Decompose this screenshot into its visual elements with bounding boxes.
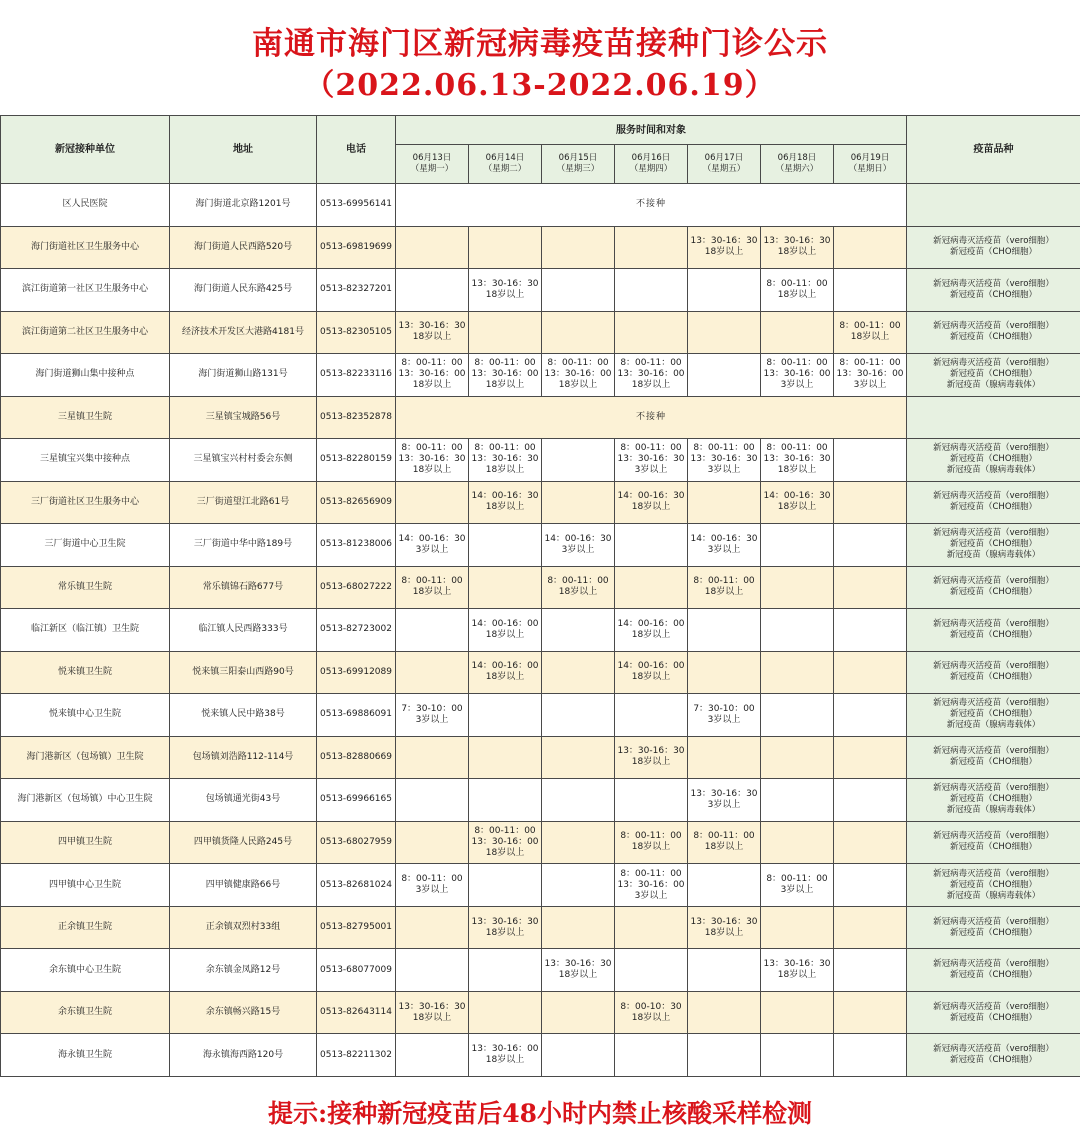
schedule-cell <box>542 269 615 312</box>
schedule-cell <box>396 1034 469 1077</box>
address-cell: 海门街道狮山路131号 <box>170 354 317 397</box>
schedule-cell <box>469 736 542 779</box>
schedule-cell <box>688 736 761 779</box>
schedule-cell <box>542 821 615 864</box>
address-cell: 三厂街道望江北路61号 <box>170 481 317 524</box>
table-row <box>1 906 1080 949</box>
vaccine-cell: 新冠病毒灭活疫苗（vero细胞） 新冠疫苗（CHO细胞） 新冠疫苗（腺病毒载体） <box>907 524 1080 567</box>
phone-cell: 0513-82643114 <box>317 991 396 1034</box>
schedule-cell: 13：30-16：30 18岁以上 <box>469 906 542 949</box>
vaccine-cell <box>907 184 1080 227</box>
schedule-cell: 8：00-11：00 18岁以上 <box>396 566 469 609</box>
schedule-cell <box>396 481 469 524</box>
schedule-cell: 8：00-11：00 13：30-16：30 18岁以上 <box>396 439 469 482</box>
phone-cell: 0513-82305105 <box>317 311 396 354</box>
schedule-cell <box>615 779 688 822</box>
schedule-cell: 14：00-16：30 18岁以上 <box>761 481 834 524</box>
unit-cell: 三厂街道中心卫生院 <box>1 524 170 567</box>
schedule-cell <box>834 226 907 269</box>
address-cell: 三星镇宝城路56号 <box>170 396 317 439</box>
schedule-cell: 7：30-10：00 3岁以上 <box>688 694 761 737</box>
phone-cell: 0513-82211302 <box>317 1034 396 1077</box>
address-cell: 四甲镇健康路66号 <box>170 864 317 907</box>
phone-cell: 0513-69819699 <box>317 226 396 269</box>
schedule-cell <box>542 1034 615 1077</box>
schedule-cell: 8：00-11：00 13：30-16：00 18岁以上 <box>469 821 542 864</box>
schedule-cell <box>761 566 834 609</box>
unit-cell: 四甲镇中心卫生院 <box>1 864 170 907</box>
address-cell: 悦来镇人民中路38号 <box>170 694 317 737</box>
table-row <box>1 1034 1080 1077</box>
header-phone: 电话 <box>317 116 396 184</box>
schedule-cell <box>834 821 907 864</box>
schedule-cell <box>761 524 834 567</box>
address-cell: 常乐镇锦石路677号 <box>170 566 317 609</box>
address-cell: 经济技术开发区大港路4181号 <box>170 311 317 354</box>
phone-cell: 0513-69912089 <box>317 651 396 694</box>
phone-cell: 0513-68027959 <box>317 821 396 864</box>
schedule-cell: 8：00-11：00 13：30-16：00 3岁以上 <box>761 354 834 397</box>
address-cell: 余东镇金凤路12号 <box>170 949 317 992</box>
schedule-cell: 13：30-16：30 18岁以上 <box>396 991 469 1034</box>
schedule-cell: 8：00-11：00 13：30-16：30 3岁以上 <box>615 439 688 482</box>
vaccine-cell: 新冠病毒灭活疫苗（vero细胞） 新冠疫苗（CHO细胞） <box>907 651 1080 694</box>
schedule-cell <box>469 694 542 737</box>
schedule-cell: 8：00-10：30 18岁以上 <box>615 991 688 1034</box>
schedule-cell: 14：00-16：30 3岁以上 <box>688 524 761 567</box>
schedule-cell <box>834 566 907 609</box>
vaccine-cell: 新冠病毒灭活疫苗（vero细胞） 新冠疫苗（CHO细胞） <box>907 481 1080 524</box>
schedule-cell <box>615 949 688 992</box>
schedule-cell <box>469 524 542 567</box>
schedule-cell <box>761 991 834 1034</box>
unit-cell: 海永镇卫生院 <box>1 1034 170 1077</box>
schedule-cell <box>396 949 469 992</box>
schedule-cell <box>542 481 615 524</box>
schedule-cell: 13：30-16：30 18岁以上 <box>469 269 542 312</box>
table-row <box>1 481 1080 524</box>
schedule-cell <box>542 864 615 907</box>
header-vaccine: 疫苗品种 <box>907 116 1080 184</box>
schedule-cell <box>834 864 907 907</box>
schedule-cell <box>834 481 907 524</box>
schedule-cell <box>469 949 542 992</box>
vaccine-cell: 新冠病毒灭活疫苗（vero细胞） 新冠疫苗（CHO细胞） <box>907 269 1080 312</box>
schedule-cell <box>615 566 688 609</box>
schedule-cell: 13：30-16：30 18岁以上 <box>761 949 834 992</box>
unit-cell: 余东镇中心卫生院 <box>1 949 170 992</box>
schedule-cell <box>834 609 907 652</box>
table-row <box>1 311 1080 354</box>
schedule-cell <box>834 524 907 567</box>
address-cell: 包场镇刘浩路112-114号 <box>170 736 317 779</box>
schedule-cell: 8：00-11：00 18岁以上 <box>834 311 907 354</box>
vaccine-cell: 新冠病毒灭活疫苗（vero细胞） 新冠疫苗（CHO细胞） <box>907 906 1080 949</box>
schedule-cell <box>542 779 615 822</box>
schedule-cell: 13：30-16：30 18岁以上 <box>615 736 688 779</box>
schedule-cell <box>688 609 761 652</box>
schedule-cell <box>542 906 615 949</box>
schedule-cell: 8：00-11：00 13：30-16：00 18岁以上 <box>615 354 688 397</box>
address-cell: 余东镇畅兴路15号 <box>170 991 317 1034</box>
table-row <box>1 821 1080 864</box>
schedule-cell <box>761 311 834 354</box>
unit-cell: 区人民医院 <box>1 184 170 227</box>
vaccine-cell: 新冠病毒灭活疫苗（vero细胞） 新冠疫苗（CHO细胞） 新冠疫苗（腺病毒载体） <box>907 439 1080 482</box>
schedule-cell: 14：00-16：00 18岁以上 <box>615 609 688 652</box>
unit-cell: 海门街道社区卫生服务中心 <box>1 226 170 269</box>
schedule-cell: 14：00-16：00 18岁以上 <box>469 651 542 694</box>
schedule-cell: 13：30-16：30 18岁以上 <box>396 311 469 354</box>
unit-cell: 正余镇卫生院 <box>1 906 170 949</box>
schedule-cell <box>542 311 615 354</box>
vaccine-cell: 新冠病毒灭活疫苗（vero细胞） 新冠疫苗（CHO细胞） <box>907 736 1080 779</box>
header-day: 06月17日 （星期五） <box>688 145 761 184</box>
table-row <box>1 609 1080 652</box>
phone-cell: 0513-81238006 <box>317 524 396 567</box>
schedule-cell <box>834 694 907 737</box>
schedule-cell <box>834 949 907 992</box>
schedule-cell: 8：00-11：00 18岁以上 <box>761 269 834 312</box>
schedule-cell <box>542 609 615 652</box>
phone-cell: 0513-82723002 <box>317 609 396 652</box>
header-day: 06月14日 （星期二） <box>469 145 542 184</box>
schedule-cell <box>688 991 761 1034</box>
address-cell: 正余镇双烈村33组 <box>170 906 317 949</box>
table-row <box>1 991 1080 1034</box>
unit-cell: 常乐镇卫生院 <box>1 566 170 609</box>
phone-cell: 0513-82656909 <box>317 481 396 524</box>
vaccine-cell <box>907 396 1080 439</box>
unit-cell: 余东镇卫生院 <box>1 991 170 1034</box>
page-title: 南通市海门区新冠病毒疫苗接种门诊公示 <box>252 26 828 62</box>
schedule-cell: 8：00-11：00 13：30-16：30 18岁以上 <box>761 439 834 482</box>
schedule-cell: 8：00-11：00 3岁以上 <box>396 864 469 907</box>
phone-cell: 0513-69886091 <box>317 694 396 737</box>
header-day: 06月15日 （星期三） <box>542 145 615 184</box>
phone-cell: 0513-69966165 <box>317 779 396 822</box>
vaccine-cell: 新冠病毒灭活疫苗（vero细胞） 新冠疫苗（CHO细胞） <box>907 609 1080 652</box>
schedule-cell <box>761 736 834 779</box>
vaccine-cell: 新冠病毒灭活疫苗（vero细胞） 新冠疫苗（CHO细胞） <box>907 311 1080 354</box>
schedule-cell <box>542 439 615 482</box>
phone-cell: 0513-82880669 <box>317 736 396 779</box>
phone-cell: 0513-82280159 <box>317 439 396 482</box>
schedule-cell <box>834 439 907 482</box>
schedule-cell <box>834 906 907 949</box>
schedule-cell <box>396 779 469 822</box>
vaccine-cell: 新冠病毒灭活疫苗（vero细胞） 新冠疫苗（CHO细胞） <box>907 226 1080 269</box>
table-row <box>1 949 1080 992</box>
schedule-cell <box>688 651 761 694</box>
schedule-cell <box>396 651 469 694</box>
schedule-cell <box>834 1034 907 1077</box>
schedule-cell: 8：00-11：00 18岁以上 <box>688 566 761 609</box>
schedule-cell: 7：30-10：00 3岁以上 <box>396 694 469 737</box>
schedule-cell <box>834 269 907 312</box>
schedule-cell: 8：00-11：00 18岁以上 <box>688 821 761 864</box>
phone-cell: 0513-82681024 <box>317 864 396 907</box>
address-cell: 海门街道北京路1201号 <box>170 184 317 227</box>
header-day: 06月19日 （星期日） <box>834 145 907 184</box>
table-row <box>1 694 1080 737</box>
phone-cell: 0513-68077009 <box>317 949 396 992</box>
schedule-cell <box>834 779 907 822</box>
schedule-cell <box>761 651 834 694</box>
schedule-cell <box>469 311 542 354</box>
table-row <box>1 864 1080 907</box>
schedule-cell <box>615 269 688 312</box>
schedule-cell <box>469 226 542 269</box>
phone-cell: 0513-82352878 <box>317 396 396 439</box>
schedule-cell: 14：00-16：30 3岁以上 <box>542 524 615 567</box>
address-cell: 海门街道人民西路520号 <box>170 226 317 269</box>
schedule-cell <box>469 566 542 609</box>
vaccine-cell: 新冠病毒灭活疫苗（vero细胞） 新冠疫苗（CHO细胞） <box>907 991 1080 1034</box>
schedule-cell <box>542 694 615 737</box>
table-row <box>1 779 1080 822</box>
schedule-cell <box>761 779 834 822</box>
date-range: （2022.06.13-2022.06.19） <box>304 68 776 103</box>
schedule-cell: 14：00-16：30 3岁以上 <box>396 524 469 567</box>
schedule-cell: 8：00-11：00 18岁以上 <box>615 821 688 864</box>
schedule-cell <box>469 991 542 1034</box>
table-row <box>1 396 1080 439</box>
schedule-cell <box>834 991 907 1034</box>
schedule-cell <box>542 736 615 779</box>
address-cell: 海永镇海西路120号 <box>170 1034 317 1077</box>
schedule-cell: 14：00-16：30 18岁以上 <box>469 481 542 524</box>
schedule-cell <box>761 694 834 737</box>
unit-cell: 悦来镇中心卫生院 <box>1 694 170 737</box>
schedule-cell <box>761 1034 834 1077</box>
unit-cell: 四甲镇卫生院 <box>1 821 170 864</box>
schedule-cell <box>688 354 761 397</box>
vaccine-cell: 新冠病毒灭活疫苗（vero细胞） 新冠疫苗（CHO细胞） <box>907 949 1080 992</box>
schedule-cell: 8：00-11：00 13：30-16：00 18岁以上 <box>542 354 615 397</box>
schedule-cell <box>615 906 688 949</box>
schedule-cell <box>542 991 615 1034</box>
address-cell: 三星镇宝兴村村委会东侧 <box>170 439 317 482</box>
schedule-cell <box>761 609 834 652</box>
unit-cell: 滨江街道第一社区卫生服务中心 <box>1 269 170 312</box>
schedule-cell: 8：00-11：00 13：30-16：30 18岁以上 <box>469 439 542 482</box>
table-row <box>1 269 1080 312</box>
unit-cell: 临江新区（临江镇）卫生院 <box>1 609 170 652</box>
vaccine-cell: 新冠病毒灭活疫苗（vero细胞） 新冠疫苗（CHO细胞） <box>907 1034 1080 1077</box>
address-cell: 海门街道人民东路425号 <box>170 269 317 312</box>
schedule-cell <box>396 821 469 864</box>
table-row <box>1 651 1080 694</box>
schedule-cell: 14：00-16：30 18岁以上 <box>615 481 688 524</box>
schedule-cell: 13：30-16：30 18岁以上 <box>542 949 615 992</box>
header-address: 地址 <box>170 116 317 184</box>
address-cell: 临江镇人民西路333号 <box>170 609 317 652</box>
table-row <box>1 184 1080 227</box>
header-day: 06月13日 （星期一） <box>396 145 469 184</box>
schedule-cell <box>615 524 688 567</box>
unit-cell: 三星镇卫生院 <box>1 396 170 439</box>
schedule-cell: 14：00-16：00 18岁以上 <box>469 609 542 652</box>
table-row <box>1 566 1080 609</box>
footer-tip: 提示:接种新冠疫苗后48小时内禁止核酸采样检测 <box>267 1099 813 1128</box>
schedule-cell <box>688 864 761 907</box>
unit-cell: 滨江街道第二社区卫生服务中心 <box>1 311 170 354</box>
schedule-cell: 13：30-16：30 18岁以上 <box>688 226 761 269</box>
schedule-cell <box>615 694 688 737</box>
schedule-cell: 13：30-16：30 18岁以上 <box>761 226 834 269</box>
schedule-cell: 8：00-11：00 13：30-16：00 3岁以上 <box>615 864 688 907</box>
header-unit: 新冠接种单位 <box>1 116 170 184</box>
no-service-cell: 不接种 <box>396 184 907 227</box>
unit-cell: 三厂街道社区卫生服务中心 <box>1 481 170 524</box>
schedule-cell: 8：00-11：00 13：30-16：00 18岁以上 <box>396 354 469 397</box>
vaccine-cell: 新冠病毒灭活疫苗（vero细胞） 新冠疫苗（CHO细胞） 新冠疫苗（腺病毒载体） <box>907 354 1080 397</box>
vaccine-cell: 新冠病毒灭活疫苗（vero细胞） 新冠疫苗（CHO细胞） 新冠疫苗（腺病毒载体） <box>907 864 1080 907</box>
schedule-cell <box>688 269 761 312</box>
phone-cell: 0513-82327201 <box>317 269 396 312</box>
unit-cell: 悦来镇卫生院 <box>1 651 170 694</box>
schedule-cell <box>542 651 615 694</box>
schedule-cell <box>688 1034 761 1077</box>
schedule-cell: 13：30-16：30 3岁以上 <box>688 779 761 822</box>
table-row <box>1 439 1080 482</box>
schedule-cell <box>542 226 615 269</box>
schedule-cell: 8：00-11：00 3岁以上 <box>761 864 834 907</box>
schedule-table <box>0 115 1080 1077</box>
vaccine-cell: 新冠病毒灭活疫苗（vero细胞） 新冠疫苗（CHO细胞） <box>907 566 1080 609</box>
address-cell: 三厂街道中华中路189号 <box>170 524 317 567</box>
schedule-cell <box>396 609 469 652</box>
schedule-cell <box>688 311 761 354</box>
table-row <box>1 524 1080 567</box>
schedule-cell <box>615 226 688 269</box>
schedule-cell <box>834 651 907 694</box>
schedule-cell: 8：00-11：00 13：30-16：30 3岁以上 <box>688 439 761 482</box>
phone-cell: 0513-82233116 <box>317 354 396 397</box>
no-service-cell: 不接种 <box>396 396 907 439</box>
schedule-cell: 8：00-11：00 13：30-16：00 3岁以上 <box>834 354 907 397</box>
schedule-cell <box>396 906 469 949</box>
table-row <box>1 736 1080 779</box>
unit-cell: 海门港新区（包场镇）中心卫生院 <box>1 779 170 822</box>
schedule-cell <box>469 864 542 907</box>
address-cell: 包场镇通光街43号 <box>170 779 317 822</box>
header-day: 06月16日 （星期四） <box>615 145 688 184</box>
address-cell: 四甲镇货隆人民路245号 <box>170 821 317 864</box>
schedule-cell: 8：00-11：00 18岁以上 <box>542 566 615 609</box>
schedule-cell: 13：30-16：00 18岁以上 <box>469 1034 542 1077</box>
schedule-cell <box>615 1034 688 1077</box>
phone-cell: 0513-68027222 <box>317 566 396 609</box>
schedule-cell <box>688 949 761 992</box>
schedule-cell <box>396 736 469 779</box>
unit-cell: 海门港新区（包场镇）卫生院 <box>1 736 170 779</box>
schedule-cell: 8：00-11：00 13：30-16：00 18岁以上 <box>469 354 542 397</box>
unit-cell: 海门街道狮山集中接种点 <box>1 354 170 397</box>
schedule-cell <box>834 736 907 779</box>
schedule-cell <box>615 311 688 354</box>
header-service: 服务时间和对象 <box>396 116 907 145</box>
schedule-cell <box>761 821 834 864</box>
table-row <box>1 354 1080 397</box>
address-cell: 悦来镇三阳泰山西路90号 <box>170 651 317 694</box>
vaccine-cell: 新冠病毒灭活疫苗（vero细胞） 新冠疫苗（CHO细胞） 新冠疫苗（腺病毒载体） <box>907 779 1080 822</box>
vaccine-cell: 新冠病毒灭活疫苗（vero细胞） 新冠疫苗（CHO细胞） 新冠疫苗（腺病毒载体） <box>907 694 1080 737</box>
vaccine-cell: 新冠病毒灭活疫苗（vero细胞） 新冠疫苗（CHO细胞） <box>907 821 1080 864</box>
phone-cell: 0513-69956141 <box>317 184 396 227</box>
schedule-cell <box>396 269 469 312</box>
schedule-cell <box>396 226 469 269</box>
schedule-cell: 14：00-16：00 18岁以上 <box>615 651 688 694</box>
schedule-cell <box>688 481 761 524</box>
unit-cell: 三星镇宝兴集中接种点 <box>1 439 170 482</box>
table-row <box>1 226 1080 269</box>
schedule-cell: 13：30-16：30 18岁以上 <box>688 906 761 949</box>
schedule-cell <box>469 779 542 822</box>
schedule-cell <box>761 906 834 949</box>
phone-cell: 0513-82795001 <box>317 906 396 949</box>
header-day: 06月18日 （星期六） <box>761 145 834 184</box>
